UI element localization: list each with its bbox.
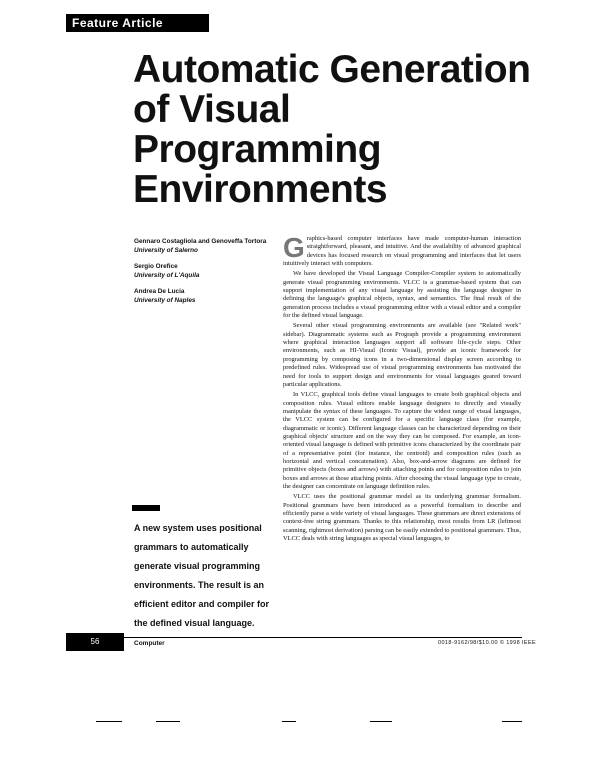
author-entry [134,288,274,305]
section-tag: Feature Article [66,14,209,32]
pull-quote-bar [132,505,160,511]
body-paragraph: Several other visual programming environments are available (see "Related work" sidebar). Diagrammatic systems such as Prograph provide a programming environment where graphical interaction languages support all software life-cycle steps. Other environments, such as HI-Visual (Iconic Visual), provide an iconic framework for programming by composing icons in a two-dimensional display screen according to predefined rules. Widespread use of visual programming environments has motivated the need for tools to support design and environments for visual languages geared toward particular applications. [283,322,521,388]
article-body [283,232,521,545]
body-paragraph: VLCC uses the positional grammar model as its underlying grammar formalism. Positional grammars have been introduced as a powerful formalism to describe and efficiently parse a wide variety of visual languages. These grammars are direct extensions of context-free string grammars. Thanks to this relationship, most results from LR (leftmost scanning, rightmost derivation) parsing can be easily extended to positional grammars. Thus, VLCC deals with string languages as special visual languages, to [283,493,521,543]
pull-quote: A new system uses positional grammars to automatically generate visual programming environments. The result is an efficient editor and compiler for the defined visual language. [134,523,270,628]
crop-mark [502,721,522,722]
author-affiliation: University of Naples [134,296,196,304]
body-paragraph [283,232,521,268]
article-title [133,50,573,210]
paragraph-text: raphics-based computer interfaces have made computer-human interaction straightforward, pleasant, and intuitive. And the availability of advanced graphical devices has focused research on visual programming and interfaces that let users intuitively interact with computers. [283,235,521,268]
crop-mark [282,721,296,722]
author-names: Sergio Orefice [134,263,178,271]
footer-rule [124,637,522,638]
author-block [134,238,274,314]
author-affiliation: University of Salerno [134,246,198,254]
body-paragraph: We have developed the Visual Language Compiler-Compiler system to automatically generate visual programming environments. VLCC is a grammar-based system that can support implementation of any visual language by assisting the language designer in defining the language's graphical objects, syntax, and semantics. The final result of the generation process includes a visual programming editor with a visual editor and a compiler for the defined visual language. [283,270,521,320]
crop-mark [156,721,180,722]
title-line: Programming [133,128,382,171]
drop-cap: G [283,232,305,263]
journal-name: Computer [134,640,165,647]
title-line: of Visual [133,88,291,131]
author-names: Gennaro Costagliola and Genoveffa Tortora [134,238,267,245]
crop-mark [370,721,392,722]
title-line: Environments [133,168,388,211]
crop-mark [96,721,122,722]
body-paragraph: In VLCC, graphical tools define visual languages to create both graphical objects and composition rules. Visual editors enable language designers to directly and visually manipulate the syntax of these languages. To capture the widest range of visual languages, the VLCC system can be configured for a specific language class (for example, diagrammatic or iconic). Different language classes can be characterized depending on their graphical objects' structure and on the way they can be composed. For example, an icon-oriented visual language is defined with primitive icons characterized by the coordinate pair of a representative point (for instance, the centroid) and composition rules (such as horizontal and vertical concatenation). Also, box-and-arrow diagrams are defined for primitive objects (boxes and arrows) with attaching points and for composition rules to join boxes and arrows at those attaching points. After choosing the visual language type to create, the designer can concentrate on language definition rules. [283,391,521,490]
page-number: 56 [66,633,124,651]
title-line: Automatic Generation [133,48,531,91]
author-entry [134,263,274,280]
copyright-code: 0018-9162/98/$10.00 © 1998 IEEE [438,640,537,646]
author-affiliation: University of L'Aquila [134,271,200,279]
author-names: Andrea De Lucia [134,288,185,296]
author-entry [134,238,274,255]
